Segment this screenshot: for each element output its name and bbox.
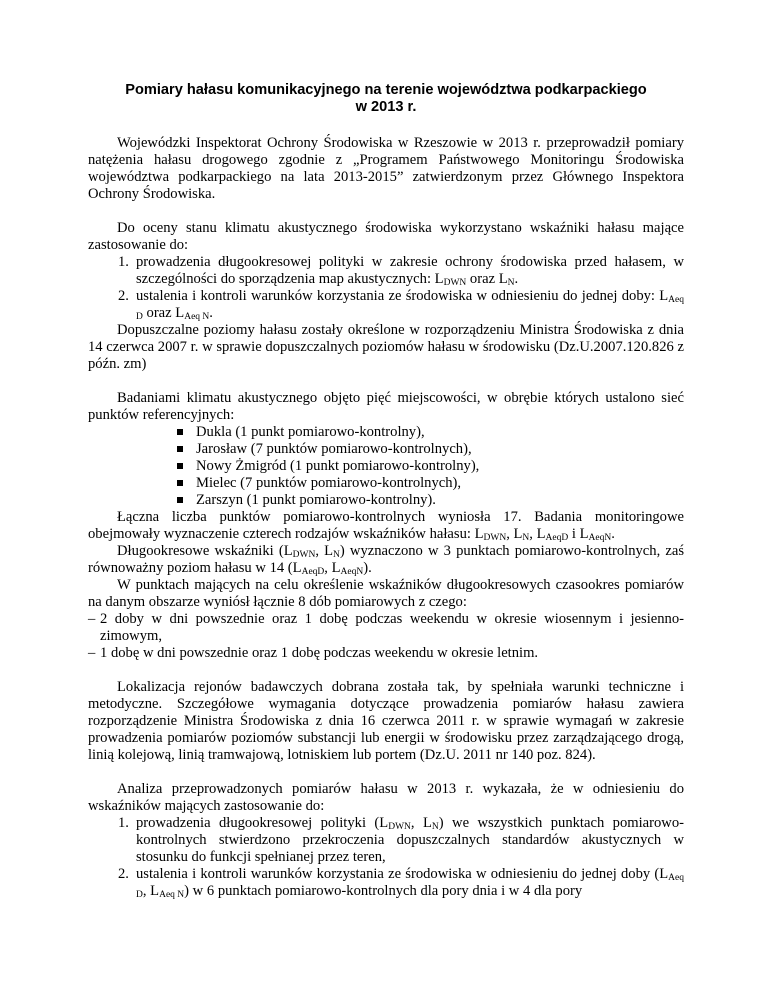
- indicators-item: 1. prowadzenia długookresowej polityki w zakresie ochrony środowiska przed hałasem, w szczególności do sporządzenia map akustycznych: $L_{DWN}$ oraz $L_N$.: [118, 254, 684, 288]
- location-item: Jarosław (7 punktów pomiarowo-kontrolnych),: [88, 441, 684, 458]
- square-bullet-icon: [177, 497, 183, 503]
- measurement-days-item: – 2 doby w dni powszednie oraz 1 dobę podczas weekendu w okresie wiosennym i jesienno-zimowym,: [88, 611, 684, 644]
- section-locations: [88, 390, 684, 662]
- analysis-list: [88, 815, 684, 900]
- locations-intro: Badaniami klimatu akustycznego objęto pięć miejscowości, w obrębie których ustalono sieć punktów referencyjnych:: [88, 390, 684, 423]
- location-item: Nowy Żmigród (1 punkt pomiarowo-kontrolny),: [88, 458, 684, 475]
- location-item: Dukla (1 punkt pomiarowo-kontrolny),: [88, 424, 684, 441]
- square-bullet-icon: [177, 463, 183, 469]
- longterm-indicators-paragraph: Długookresowe wskaźniki ($L_{DWN}$, $L_N$) wyznaczono w 3 punktach pomiarowo-kontrolnych, zaś równoważny poziom hałasu w 14 ($L_{AeqD}$, $L_{AeqN}$).: [88, 543, 684, 577]
- square-bullet-icon: [177, 429, 183, 435]
- section-analysis: [88, 781, 684, 900]
- section-indicators: [88, 220, 684, 373]
- locations-list: [88, 424, 684, 509]
- title-line-2: w 2013 r.: [355, 99, 417, 115]
- regulation-paragraph: Dopuszczalne poziomy hałasu zostały określone w rozporządzeniu Ministra Środowiska z dnia 14 czerwca 2007 r. w sprawie dopuszczalnych poziomów hałasu w środowisku (Dz.U.2007.120.826 z późn. zm): [88, 322, 684, 372]
- dash-bullet: –: [88, 645, 96, 661]
- analysis-item: 2. ustalenia i kontroli warunków korzystania ze środowiska w odniesieniu do jednej doby ($L_{Aeq D}$, $L_{Aeq N}$) w 6 punktach pomiarowo-kontrolnych dla pory dnia i w 4 dla pory: [118, 866, 684, 900]
- title-line-1: Pomiary hałasu komunikacyjnego na terenie województwa podkarpackiego: [125, 82, 647, 98]
- indicators-item: 2. ustalenia i kontroli warunków korzystania ze środowiska w odniesieniu do jednej doby: $L_{Aeq D}$ oraz $L_{Aeq N}$.: [118, 288, 684, 322]
- location-item: Zarszyn (1 punkt pomiarowo-kontrolny).: [88, 492, 684, 509]
- indicators-intro: Do oceny stanu klimatu akustycznego środowiska wykorzystano wskaźniki hałasu mające zastosowanie do:: [88, 220, 684, 253]
- square-bullet-icon: [177, 480, 183, 486]
- measurement-days-item: – 1 dobę w dni powszednie oraz 1 dobę podczas weekendu w okresie letnim.: [88, 645, 539, 661]
- analysis-item: 1. prowadzenia długookresowej polityki ($L_{DWN}$, $L_N$) we wszystkich punktach pomiarowo-kontrolnych stwierdzono przekroczenia dopuszczalnych standardów akustycznych w stosunku do funkcji spełnianej przez teren,: [118, 815, 684, 865]
- measurement-days-list: [88, 611, 684, 662]
- paragraph-intro: Wojewódzki Inspektorat Ochrony Środowiska w Rzeszowie w 2013 r. przeprowadził pomiary natężenia hałasu drogowego zgodnie z „Programem Państwowego Monitoringu Środowiska województwa podkarpackiego na lata 2013-2015” zatwierdzonym przez Głównego Inspektora Ochrony Środowiska.: [88, 135, 684, 202]
- points-count-paragraph: Łączna liczba punktów pomiarowo-kontrolnych wyniosła 17. Badania monitoringowe obejmowały wyznaczenie czterech rodzajów wskaźników hałasu: $L_{DWN}$, $L_N$, $L_{AeqD}$ i $L_{AeqN}$.: [88, 509, 684, 543]
- location-item: Mielec (7 punktów pomiarowo-kontrolnych),: [88, 475, 684, 492]
- dash-bullet: –: [88, 611, 96, 627]
- document-title: [88, 82, 684, 116]
- indicators-list: [88, 254, 684, 322]
- localization-paragraph: Lokalizacja rejonów badawczych dobrana została tak, by spełniała warunki techniczne i metodyczne. Szczegółowe wymagania dotyczące prowadzenia pomiarów hałasu zawiera rozporządzenie Ministra Środowiska z dnia 16 czerwca 2011 r. w sprawie wymagań w zakresie prowadzenia pomiarów poziomów substancji lub energii w środowisku przez zarządzającego drogą, linią kolejową, linią tramwajową, lotniskiem lub portem (Dz.U. 2011 nr 140 poz. 824).: [88, 679, 684, 763]
- analysis-intro: Analiza przeprowadzonych pomiarów hałasu w 2013 r. wykazała, że w odniesieniu do wskaźników mających zastosowanie do:: [88, 781, 684, 814]
- measurement-period-paragraph: W punktach mających na celu określenie wskaźników długookresowych czasookres pomiarów na danym obszarze wyniósł łącznie 8 dób pomiarowych z czego:: [88, 577, 684, 610]
- square-bullet-icon: [177, 446, 183, 452]
